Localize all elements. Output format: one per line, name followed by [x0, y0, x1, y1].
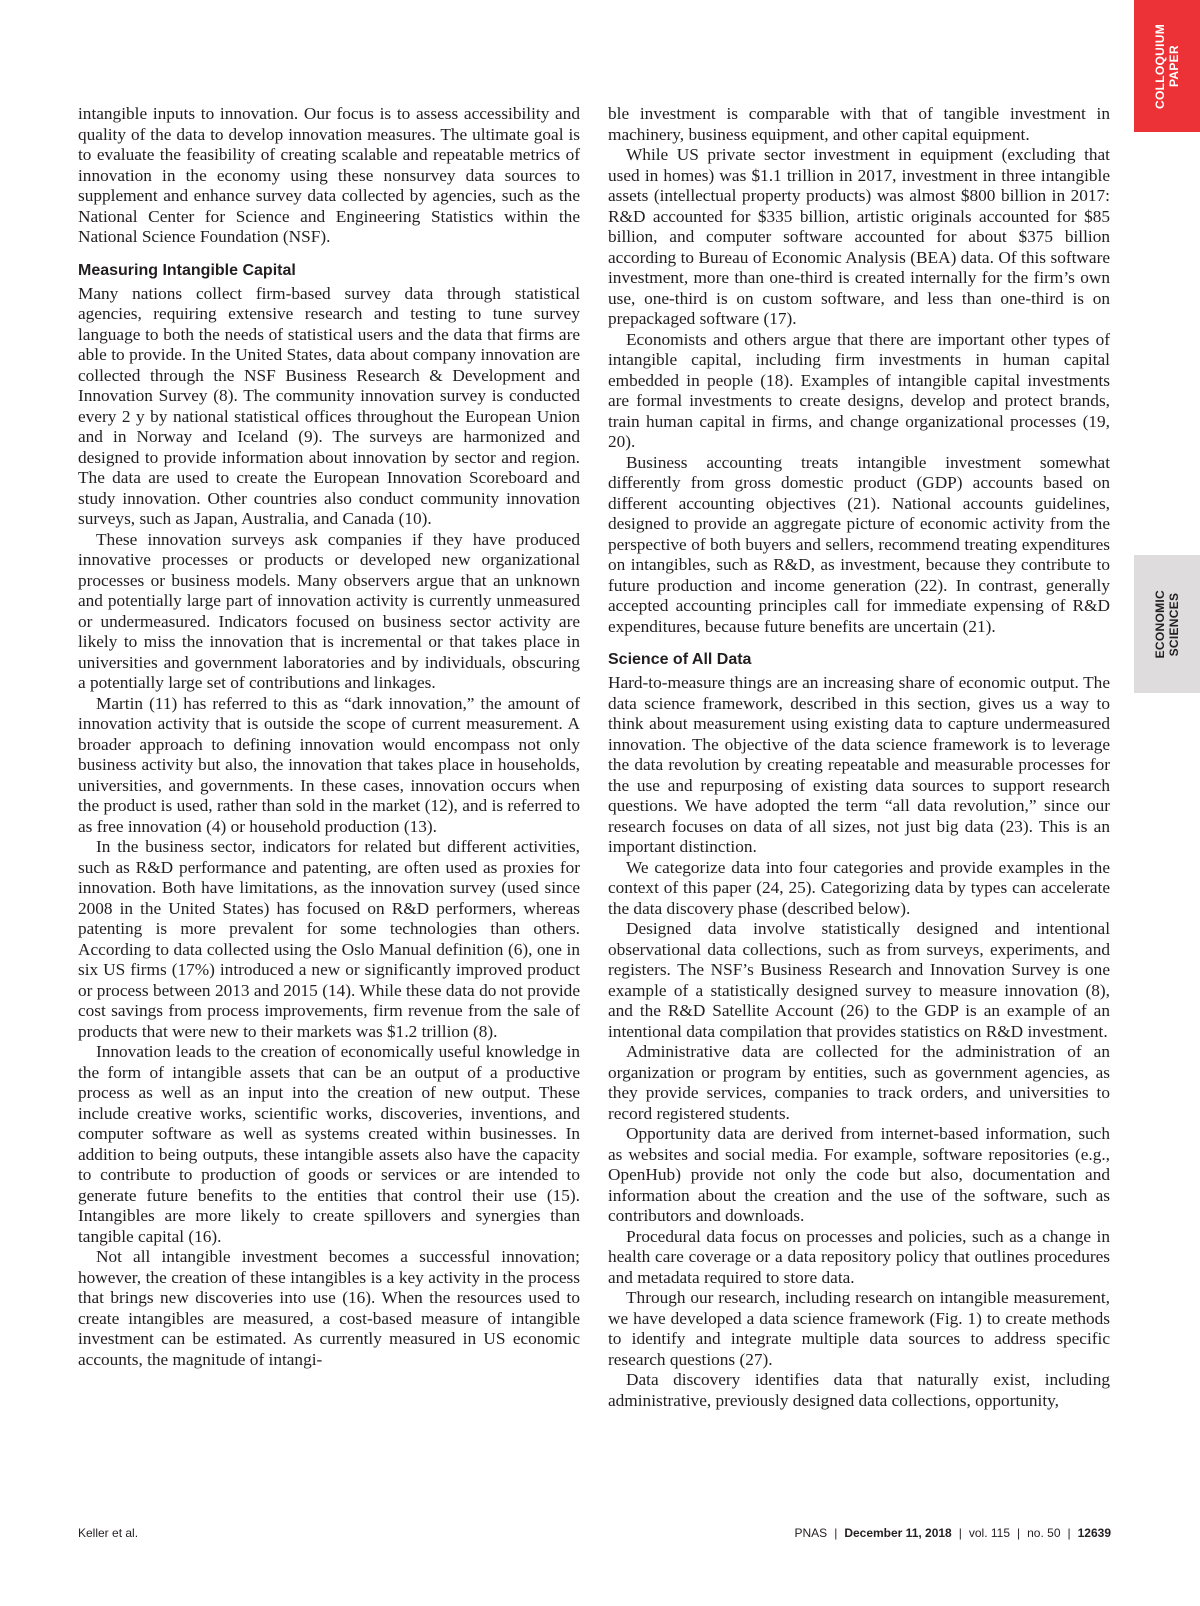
separator: | [1017, 1526, 1021, 1540]
colloquium-paper-label: COLLOQUIUM PAPER [1153, 23, 1181, 109]
paragraph: Designed data involve statistically designed and intentional observational data collections, such as from surveys, experiments, and registers. The NSF’s Business Research and Innovation Survey is one example of a statistically designed survey to measure innovation (8), and the R&D Satellite Account (26) to the GDP is an example of an intentional data compilation that provides statistics on R&D investment. [608, 919, 1110, 1041]
colloquium-paper-tab [1134, 0, 1200, 132]
economic-sciences-label: ECONOMIC SCIENCES [1153, 589, 1181, 659]
paragraph: Innovation leads to the creation of economically useful knowledge in the form of intangible assets that can be an output of a productive process as well as an input into the creation of new output. These include creative works, scientific works, discoveries, inventions, and computer software as well as systems created within businesses. In addition to being outputs, these intangible assets also have the capacity to contribute to production of goods or services or are intended to generate future benefits to the entities that control their use (15). Intangibles are more likely to create spillovers and synergies than tangible capital (16). [78, 1042, 580, 1246]
paragraph: Opportunity data are derived from internet-based information, such as websites and social media. For example, software repositories (e.g., OpenHub) provide not only the code but also, documentation and information about the creation and the use of the software, such as contributors and downloads. [608, 1124, 1110, 1225]
paragraph: Martin (11) has referred to this as “dark innovation,” the amount of innovation activity that is outside the scope of current measurement. A broader approach to defining innovation would encompass not only business activity but also, the innovation that takes place in households, universities, and governments. In these cases, innovation occurs when the product is used, rather than sold in the market (12), and is referred to as free innovation (4) or household production (13). [78, 693, 580, 836]
section-heading-measuring-intangible-capital: Measuring Intangible Capital [78, 261, 296, 279]
paragraph: Procedural data focus on processes and policies, such as a change in health care coverage or a data repository policy that outlines procedures and metadata required to store data. [608, 1226, 1110, 1287]
paragraph: These innovation surveys ask companies if they have produced innovative processes or products or developed new organizational processes or business models. Many observers argue that an unknown and potentially large part of innovation activity is currently unmeasured or undermeasured. Indicators focused on business sector activity are likely to miss the innovation that is incremental or that takes place in universities and government laboratories and by individuals, obscuring a potentially large set of contributions and linkages. [78, 529, 580, 692]
paragraph: We categorize data into four categories and provide examples in the context of this paper (24, 25). Categorizing data by types can accelerate the data discovery phase (described below). [608, 857, 1110, 918]
footer-page-number: 12639 [1077, 1526, 1111, 1540]
footer-date: December 11, 2018 [844, 1526, 952, 1540]
footer-authors: Keller et al. [78, 1526, 139, 1540]
footer-journal: PNAS [794, 1526, 828, 1540]
paragraph: While US private sector investment in equipment (excluding that used in homes) was $1.1 trillion in 2017, investment in three intangible assets (intellectual property products) was almost $800 billion in 2017: R&D accounted for $335 billion, artistic originals accounted for $85 billion, and computer software accounted for about $375 billion according to Bureau of Economic Analysis (BEA) data. Of this software investment, more than one-third is created internally for the firm’s own use, one-third is on custom software, and less than one-third is on prepackaged software (17). [608, 145, 1110, 328]
footer-issue: no. 50 [1027, 1526, 1061, 1540]
paragraph: Not all intangible investment becomes a successful innovation; however, the creation of these intangibles is a key activity in the process that brings new discoveries into use (16). When the resources used to create intangibles are measured, a cost-based measure of intangible investment can be estimated. As currently measured in US economic accounts, the magnitude of intangi- [78, 1247, 580, 1369]
left-column [78, 104, 580, 1370]
paragraph: Economists and others argue that there are important other types of intangible capital, including firm investments in human capital embedded in people (18). Examples of intangible capital investments are formal investments to create designs, develop and protect brands, train human capital in firms, and change organizational processes (19, 20). [608, 329, 1110, 451]
paragraph: Business accounting treats intangible investment somewhat differently from gross domestic product (GDP) accounts based on different accounting objectives (21). National accounts guidelines, designed to provide an aggregate picture of economic activity from the perspective of both buyers and sellers, recommend treating expenditures on intangibles, such as R&D, as investment, because they contribute to future production and income generation (22). In contrast, generally accepted accounting principles call for immediate expensing of R&D expenditures, because future benefits are uncertain (21). [608, 452, 1110, 636]
footer-volume: vol. 115 [968, 1526, 1010, 1540]
paragraph: In the business sector, indicators for related but different activities, such as R&D performance and patenting, are often used as proxies for innovation. Both have limitations, as the innovation survey (used since 2008 in the United States) has focused on R&D performers, whereas patenting is more prevalent for some technologies than others. According to data collected using the Oslo Manual definition (6), one in six US firms (17%) introduced a new or significantly improved product or process between 2013 and 2015 (14). While these data do not provide cost savings from process improvements, firm revenue from the sale of products that were new to their markets was $1.2 trillion (8). [78, 837, 580, 1041]
paragraph: intangible inputs to innovation. Our focus is to assess accessibility and quality of the data to develop innovation measures. The ultimate goal is to evaluate the feasibility of creating scalable and repeatable metrics of innovation in the economy using these nonsurvey data sources to supplement and enhance survey data collected by agencies, such as the National Center for Science and Engineering Statistics within the National Science Foundation (NSF). [78, 104, 580, 246]
paragraph: ble investment is comparable with that of tangible investment in machinery, business equipment, and other capital equipment. [608, 104, 1110, 144]
paragraph: Data discovery identifies data that naturally exist, including administrative, previously designed data collections, opportunity, [608, 1370, 1110, 1410]
paragraph: Through our research, including research on intangible measurement, we have developed a data science framework (Fig. 1) to create methods to identify and integrate multiple data sources to address specific research questions (27). [608, 1288, 1110, 1369]
paragraph: Hard-to-measure things are an increasing share of economic output. The data science framework, described in this section, gives us a way to think about measurement using existing data to capture undermeasured innovation. The objective of the data science framework is to leverage the data revolution by creating repeatable and measurable processes for the use and repurposing of existing data sources to support research questions. We have adopted the term “all data revolution,” since our research focuses on data of all sizes, not just big data (23). This is an important distinction. [608, 673, 1110, 856]
separator: | [958, 1526, 962, 1540]
economic-sciences-tab [1134, 555, 1200, 693]
separator: | [1067, 1526, 1071, 1540]
footer-citation [795, 1526, 1112, 1540]
right-column [608, 104, 1110, 1411]
paragraph: Administrative data are collected for the administration of an organization or program by entities, such as government agencies, as they provide services, companies to track orders, and universities to record registered students. [608, 1042, 1110, 1123]
paragraph: Many nations collect firm-based survey data through statistical agencies, requiring extensive research and testing to tune survey language to both the needs of statistical users and the data that firms are able to provide. In the United States, data about company innovation are collected through the NSF Business Research & Development and Innovation Survey (8). The community innovation survey is conducted every 2 y by national statistical offices throughout the European Union and in Norway and Iceland (9). The surveys are harmonized and designed to provide information about innovation by sector and region. The data are used to create the European Innovation Scoreboard and study innovation. Other countries also conduct community innovation surveys, such as Japan, Australia, and Canada (10). [78, 283, 580, 528]
section-heading-science-of-all-data: Science of All Data [608, 651, 752, 668]
separator: | [834, 1526, 838, 1540]
